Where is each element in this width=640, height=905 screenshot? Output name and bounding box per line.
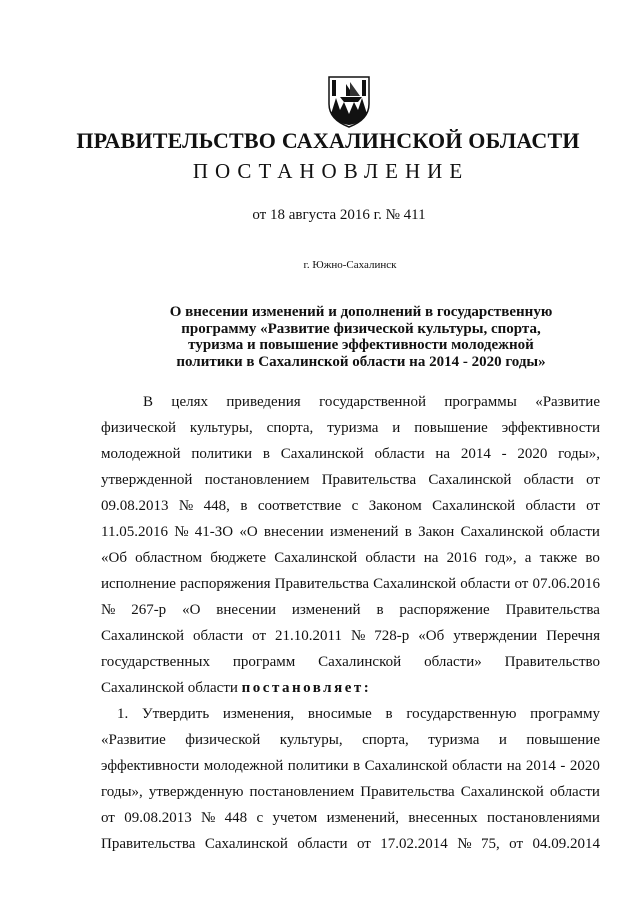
- word: 267-р: [131, 602, 167, 618]
- organization-title: ПРАВИТЕЛЬСТВО САХАЛИНСКОЙ ОБЛАСТИ: [76, 128, 580, 153]
- word: Сахалинской: [318, 654, 402, 670]
- word: №: [178, 498, 194, 514]
- word: 75,: [480, 836, 500, 852]
- word: Законом: [368, 498, 422, 514]
- word: повышение: [414, 420, 488, 436]
- word: государственной: [319, 394, 426, 410]
- word: 17.02.2014: [380, 836, 448, 852]
- word: от: [586, 472, 600, 488]
- document-date-number: от 18 августа 2016 г. № 411: [252, 207, 426, 223]
- word: молодежной: [101, 446, 181, 462]
- word: и: [498, 732, 507, 748]
- word: от: [356, 836, 371, 852]
- word: №: [350, 628, 366, 644]
- word: области»: [424, 654, 482, 670]
- word: от: [509, 836, 524, 852]
- resolves-keyword: постановляет:: [241, 680, 372, 696]
- word: «Развитие: [101, 732, 166, 748]
- word: спорта,: [266, 420, 314, 436]
- paragraph-line-last: [101, 675, 371, 701]
- word: 728-р: [374, 628, 410, 644]
- word: на: [435, 446, 451, 462]
- word: 11.05.2016: [101, 524, 168, 540]
- word: области: [549, 784, 600, 800]
- word: изменений,: [326, 810, 399, 826]
- word: в: [240, 498, 248, 514]
- word: 2016: [446, 550, 477, 566]
- word: 09.08.2013: [101, 498, 169, 514]
- word: постановлением: [249, 784, 355, 800]
- word: области: [525, 498, 576, 514]
- word: области: [365, 550, 416, 566]
- word: программ: [232, 654, 296, 670]
- word: «О: [182, 602, 201, 618]
- word: исполнение: [101, 576, 176, 592]
- word: эффективности: [101, 758, 200, 774]
- word: год»,: [484, 550, 517, 566]
- paragraph-line: [143, 389, 600, 415]
- word: №: [101, 602, 116, 618]
- paragraph-line: [101, 415, 600, 441]
- paragraph-line: [101, 831, 600, 857]
- word: 2014: [460, 446, 491, 462]
- word: в: [262, 446, 270, 462]
- word: эффективности: [501, 420, 600, 436]
- word: Сахалинской: [280, 446, 364, 462]
- word: 2014: [525, 758, 556, 774]
- word: государственных: [101, 654, 210, 670]
- word: культуры,: [279, 732, 343, 748]
- word: годы»,: [101, 784, 143, 800]
- word: вносимые: [307, 706, 372, 722]
- word: №: [457, 836, 472, 852]
- word: с: [256, 810, 264, 826]
- word: утвержденную: [148, 784, 244, 800]
- word: области: [523, 472, 574, 488]
- word: с: [351, 498, 359, 514]
- word: Сахалинской: [204, 836, 288, 852]
- paragraph-line: [101, 623, 600, 649]
- word: В: [143, 394, 154, 410]
- word: от: [586, 498, 600, 514]
- word: внесенных: [408, 810, 478, 826]
- word: во: [585, 550, 600, 566]
- document-place: г. Южно-Сахалинск: [303, 259, 397, 271]
- paragraph-line: [101, 545, 600, 571]
- word: Правительства: [274, 576, 370, 592]
- word: распоряжение: [399, 602, 490, 618]
- word: от: [514, 576, 529, 592]
- word: Сахалинской: [274, 550, 358, 566]
- paragraph-line: [101, 441, 600, 467]
- word: распоряжения: [180, 576, 271, 592]
- word: Правительства: [360, 784, 455, 800]
- subject-line: О внесении изменений и дополнений в государственную: [169, 304, 553, 320]
- word: и: [392, 420, 401, 436]
- word: на: [506, 758, 522, 774]
- word: утверждении: [453, 628, 538, 644]
- word: политики: [191, 446, 253, 462]
- word: 09.08.2013: [124, 810, 192, 826]
- word: области: [549, 524, 600, 540]
- word: внесении: [263, 524, 324, 540]
- word: Сахалинской: [460, 524, 544, 540]
- word: 2020: [569, 758, 600, 774]
- word: целях: [171, 394, 208, 410]
- word: области: [193, 628, 244, 644]
- word: спорта,: [362, 732, 409, 748]
- word: Правительство: [504, 654, 600, 670]
- word: Сахалинской: [428, 472, 512, 488]
- word: 21.10.2011: [275, 628, 342, 644]
- word: №: [174, 524, 189, 540]
- word: постановлениями: [486, 810, 600, 826]
- word: в: [353, 758, 361, 774]
- word: области: [452, 758, 503, 774]
- word: также: [539, 550, 578, 566]
- word: в: [404, 524, 412, 540]
- word: Сахалинской: [432, 498, 516, 514]
- word: государственную: [406, 706, 517, 722]
- paragraph-line: [101, 649, 600, 675]
- paragraph-line: [117, 701, 600, 727]
- word: Правительства: [505, 602, 600, 618]
- paragraph-line: [101, 467, 600, 493]
- subject-line: политики в Сахалинской области на 2014 - 2020 годы»: [176, 353, 546, 370]
- word: программы: [444, 394, 517, 410]
- word: изменений: [329, 524, 399, 540]
- word: 41-ЗО: [194, 524, 234, 540]
- paragraph-line: [101, 805, 600, 831]
- word: внесении: [216, 602, 277, 618]
- word: на: [423, 550, 439, 566]
- word: утвержденной: [101, 472, 193, 488]
- word: годы»,: [558, 446, 600, 462]
- word: 448,: [203, 498, 230, 514]
- document-type: ПОСТАНОВЛЕНИЕ: [192, 159, 470, 183]
- word: Сахалинской: [373, 576, 457, 592]
- paragraph-line: [101, 727, 600, 753]
- word: Сахалинской: [364, 758, 448, 774]
- word: -: [560, 758, 566, 774]
- word: Правительства: [321, 472, 417, 488]
- word: бюджете: [210, 550, 266, 566]
- word: культуры,: [189, 420, 253, 436]
- word: политики: [287, 758, 349, 774]
- paragraph-line: [101, 753, 600, 779]
- word: учетом: [272, 810, 318, 826]
- word: 448: [224, 810, 248, 826]
- word: Перечня: [546, 628, 600, 644]
- word: Закон: [418, 524, 455, 540]
- word: области: [460, 576, 511, 592]
- word: от: [252, 628, 267, 644]
- word: 2020: [517, 446, 548, 462]
- coat-of-arms-emblem: [326, 74, 372, 128]
- word: области: [374, 446, 425, 462]
- word: изменений: [291, 602, 361, 618]
- word: а: [524, 550, 532, 566]
- word: туризма: [327, 420, 379, 436]
- paragraph-line: [101, 493, 600, 519]
- word: 1.: [117, 706, 129, 722]
- subject-line: туризма и повышение эффективности молодежной: [188, 337, 534, 353]
- paragraph-line: [101, 519, 600, 545]
- word: от: [101, 810, 115, 826]
- document-subject: [140, 304, 582, 370]
- word: -: [501, 446, 507, 462]
- word: Правительства: [101, 836, 196, 852]
- paragraph-line: [101, 571, 600, 597]
- word: 04.09.2014: [532, 836, 600, 852]
- word: «Об: [101, 550, 127, 566]
- word: туризма: [428, 732, 480, 748]
- word: в: [385, 706, 393, 722]
- word: молодежной: [203, 758, 284, 774]
- word: Утвердить: [141, 706, 210, 722]
- word: областном: [135, 550, 203, 566]
- word: №: [201, 810, 216, 826]
- paragraph-line: [101, 597, 600, 623]
- word: Сахалинской: [101, 628, 185, 644]
- paragraph-text: Сахалинской области: [101, 680, 238, 696]
- word: 07.06.2016: [532, 576, 600, 592]
- word: физической: [101, 420, 176, 436]
- word: приведения: [226, 394, 301, 410]
- word: в: [376, 602, 384, 618]
- word: «Развитие: [535, 394, 600, 410]
- subject-line: программу «Развитие физической культуры, спорта,: [181, 320, 541, 337]
- word: «О: [239, 524, 258, 540]
- word: программу: [530, 706, 600, 722]
- word: постановлением: [204, 472, 310, 488]
- word: «Об: [418, 628, 445, 644]
- word: области: [297, 836, 348, 852]
- word: физической: [185, 732, 261, 748]
- paragraph-line: [101, 779, 600, 805]
- word: соответствие: [257, 498, 342, 514]
- word: Сахалинской: [460, 784, 544, 800]
- word: изменения,: [222, 706, 295, 722]
- word: повышение: [526, 732, 600, 748]
